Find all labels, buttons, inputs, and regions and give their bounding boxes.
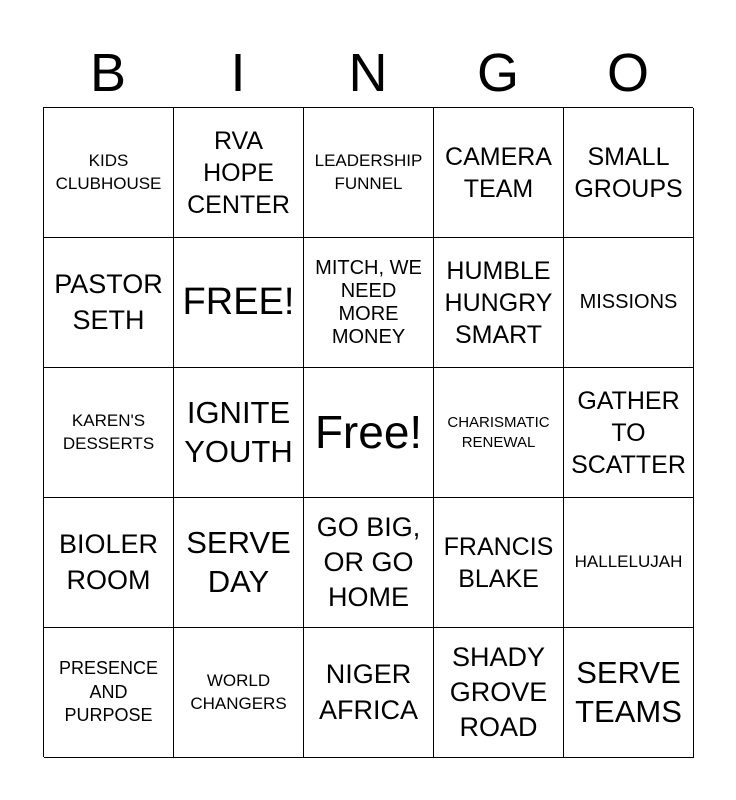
cell-label: HUMBLE HUNGRY SMART — [444, 256, 553, 349]
bingo-cell[interactable] — [304, 628, 434, 758]
cell-label: KAREN'S DESSERTS — [62, 411, 155, 453]
cell-label: GATHER TO SCATTER — [571, 386, 686, 479]
cell-label: SERVE DAY — [186, 524, 291, 599]
bingo-cell[interactable] — [44, 628, 174, 758]
bingo-cell[interactable] — [564, 628, 694, 758]
header-letter-n: N — [348, 43, 388, 103]
bingo-cell[interactable] — [564, 498, 694, 628]
bingo-cell[interactable] — [434, 498, 564, 628]
cell-label: FREE! — [182, 280, 295, 323]
bingo-cell[interactable] — [44, 368, 174, 498]
bingo-cell[interactable] — [564, 108, 694, 238]
bingo-cell[interactable] — [44, 108, 174, 238]
bingo-cell[interactable] — [174, 368, 304, 498]
bingo-cell[interactable] — [564, 368, 694, 498]
cell-label: KIDS CLUBHOUSE — [55, 151, 162, 193]
bingo-cell[interactable] — [44, 498, 174, 628]
cell-label: LEADERSHIP FUNNEL — [314, 151, 423, 193]
cell-label: BIOLER ROOM — [58, 529, 159, 595]
bingo-cell[interactable] — [174, 108, 304, 238]
cell-label: FRANCIS BLAKE — [443, 532, 554, 593]
cell-label: NIGER AFRICA — [318, 659, 418, 725]
bingo-board — [43, 107, 693, 757]
bingo-cell[interactable] — [564, 238, 694, 368]
bingo-cell[interactable] — [304, 238, 434, 368]
cell-label: MITCH, WE NEED MORE MONEY — [315, 256, 422, 348]
header-letter-i: I — [230, 43, 246, 103]
free-space-cell[interactable] — [304, 368, 434, 498]
cell-label: PRESENCE AND PURPOSE — [58, 658, 159, 726]
cell-label: CHARISMATIC RENEWAL — [447, 414, 550, 451]
bingo-cell[interactable] — [174, 628, 304, 758]
bingo-cell[interactable] — [44, 238, 174, 368]
cell-label: CAMERA TEAM — [445, 142, 552, 203]
bingo-cell[interactable] — [304, 498, 434, 628]
free-space-cell[interactable] — [174, 238, 304, 368]
bingo-cell[interactable] — [304, 108, 434, 238]
cell-label: Free! — [314, 406, 423, 459]
bingo-cell[interactable] — [174, 498, 304, 628]
cell-label: RVA HOPE CENTER — [187, 126, 290, 219]
cell-label: WORLD CHANGERS — [190, 671, 287, 713]
header-letter-b: B — [89, 43, 127, 103]
cell-label: GO BIG, OR GO HOME — [316, 511, 421, 613]
bingo-cell[interactable] — [434, 108, 564, 238]
cell-label: HALLELUJAH — [574, 552, 683, 572]
cell-label: PASTOR SETH — [54, 269, 163, 335]
header-letter-o: O — [606, 43, 649, 103]
cell-label: SMALL GROUPS — [574, 142, 683, 203]
cell-label: SHADY GROVE ROAD — [449, 641, 548, 743]
header-letter-g: G — [476, 43, 519, 103]
bingo-cell[interactable] — [434, 238, 564, 368]
cell-label: IGNITE YOUTH — [184, 394, 293, 469]
bingo-cell[interactable] — [434, 628, 564, 758]
cell-label: MISSIONS — [579, 291, 678, 313]
bingo-header — [43, 38, 693, 108]
bingo-cell[interactable] — [434, 368, 564, 498]
cell-label: SERVE TEAMS — [575, 654, 682, 729]
